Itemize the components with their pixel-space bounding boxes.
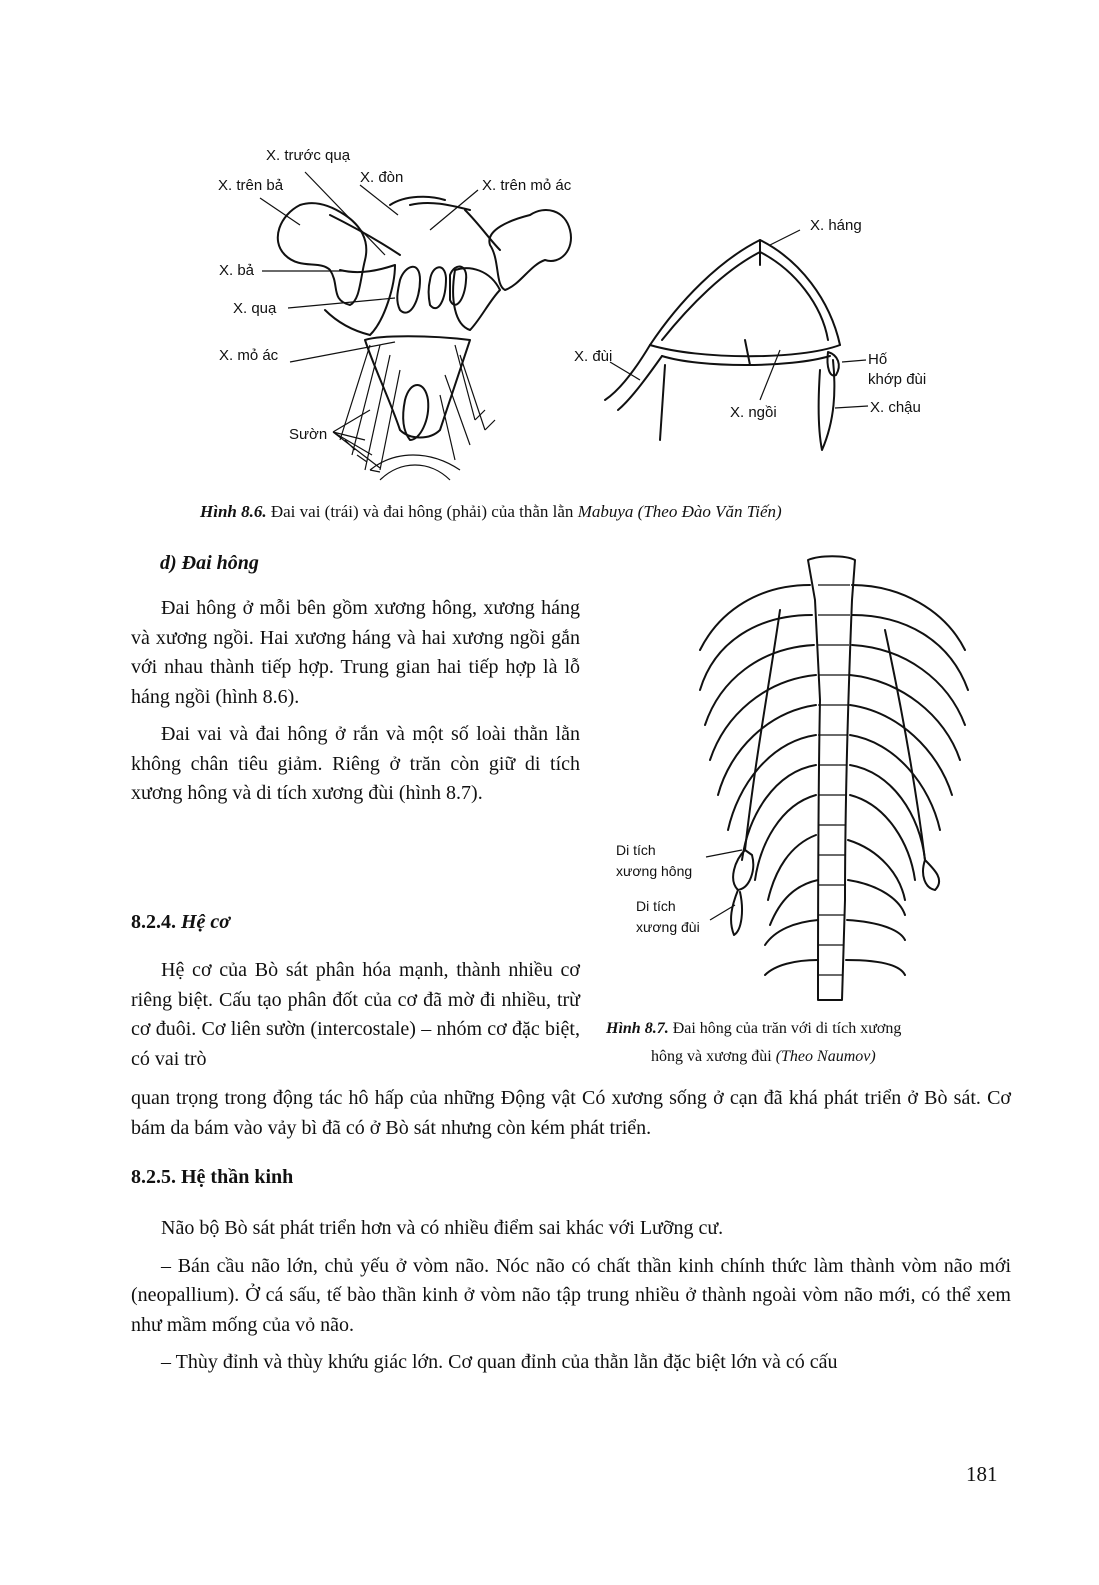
section-825-paragraph-3: – Thùy đỉnh và thùy khứu giác lớn. Cơ quan đỉnh của thằn lằn đặc biệt lớn và có cấu — [161, 1351, 838, 1373]
label-tren-mo-ac: X. trên mỏ ác — [482, 177, 572, 194]
figure-8-7-caption-line-2 — [651, 1048, 876, 1066]
label-ba: X. bả — [219, 262, 255, 279]
section-825-body — [131, 1214, 1011, 1378]
figure-8-7-label: Hình 8.7. — [606, 1020, 669, 1037]
label-ngoi: X. ngồi — [730, 404, 777, 421]
label-di-tich-hong-2: xương hông — [616, 863, 693, 879]
section-825-title: Hệ thần kinh — [181, 1166, 294, 1188]
section-825-paragraph-1: Não bộ Bò sát phát triển hơn và có nhiều điểm sai khác với Lưỡng cư. — [161, 1217, 724, 1239]
figure-8-7-source: (Theo Naumov) — [775, 1048, 876, 1065]
section-d-paragraph-1: Đai hông ở mỗi bên gồm xương hông, xương háng và xương ngồi. Hai xương háng và hai xương ngồi gắn với nhau thành tiếp hợp. Trung gian hai tiếp hợp là lỗ háng ngồi (hình 8.6). — [131, 597, 580, 708]
label-suon: Sườn — [289, 426, 328, 443]
figure-8-6-label: Hình 8.6. — [200, 502, 267, 521]
label-di-tich-dui-1: Di tích — [636, 898, 676, 914]
section-824-narrow-paragraph — [131, 956, 580, 1074]
section-824-heading — [131, 912, 230, 932]
section-824-number: 8.2.4. — [131, 911, 176, 933]
section-824-paragraph-wide: quan trọng trong động tác hô hấp của những Động vật Có xương sống ở cạn đã khá phát triển ở Bò sát. Cơ bám da bám vào vảy bì đã có ở Bò sát nhưng còn kém phát triển. — [131, 1087, 1011, 1139]
label-don: X. đòn — [360, 169, 404, 186]
figure-8-6-source: (Theo Đào Văn Tiến) — [637, 502, 782, 521]
label-qua: X. quạ — [233, 300, 277, 317]
section-825-number: 8.2.5. — [131, 1166, 176, 1188]
section-824-wide-paragraph — [131, 1084, 1011, 1143]
label-ho: Hố — [868, 351, 888, 368]
page-number: 181 — [966, 1462, 998, 1486]
label-dui: X. đùi — [574, 348, 613, 365]
figure-8-6-caption-text: Đai vai (trái) và đai hông (phải) của thằn lằn — [270, 502, 574, 521]
section-824-title: Hệ cơ — [181, 911, 231, 933]
label-hang: X. háng — [810, 217, 862, 234]
figure-8-7-caption-text: Đai hông của trăn với di tích xương — [672, 1020, 902, 1037]
figure-8-7-caption-line2: hông và xương đùi — [651, 1048, 772, 1065]
section-824-paragraph-narrow: Hệ cơ của Bò sát phân hóa mạnh, thành nhiều cơ riêng biệt. Cấu tạo phân đốt của cơ đã mờ đi nhiều, trừ cơ đuôi. Cơ liên sườn (intercostale) – nhóm cơ đặc biệt, có vai trò — [131, 959, 580, 1070]
label-di-tich-hong-1: Di tích — [616, 842, 656, 858]
label-mo-ac: X. mỏ ác — [219, 347, 279, 364]
label-truoc-qua: X. trước quạ — [266, 147, 351, 164]
figure-8-6-species: Mabuya — [577, 502, 634, 521]
section-825-heading — [131, 1167, 293, 1187]
figure-8-7-caption-line-1 — [606, 1020, 901, 1038]
label-chau: X. chậu — [870, 399, 921, 416]
label-khop-dui: khớp đùi — [868, 371, 927, 388]
section-d-paragraph-2: Đai vai và đai hông ở rắn và một số loài thằn lằn không chân tiêu giảm. Riêng ở trăn còn giữ di tích xương hông và di tích xương đùi (hình 8.7). — [131, 723, 580, 804]
section-d-title: d) Đai hông — [160, 552, 259, 574]
label-tren-ba: X. trên bả — [218, 177, 284, 194]
section-825-paragraph-2: – Bán cầu não lớn, chủ yếu ở vòm não. Nóc não có chất thần kinh chính thức làm thành vòm não mới (neopallium). Ở cá sấu, tế bào thần kinh ở vòm não tập trung nhiều ở thành ngoài vòm não mới, có thể xem như mầm mống của vỏ não. — [131, 1254, 1011, 1336]
label-di-tich-dui-2: xương đùi — [636, 919, 700, 935]
